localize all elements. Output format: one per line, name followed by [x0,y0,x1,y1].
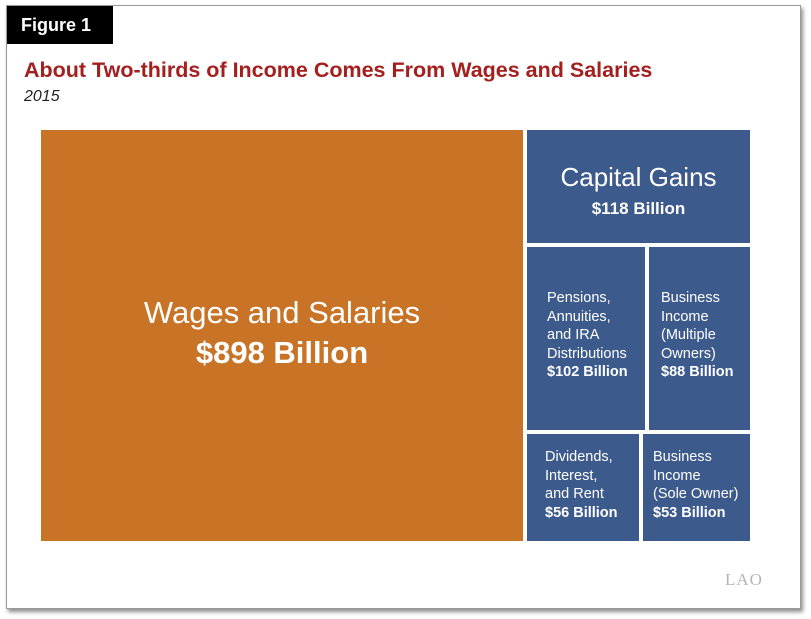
chart-title: About Two-thirds of Income Comes From Wages and Salaries [24,58,653,82]
tile-business-income-sole-owner [643,434,750,541]
chart-subtitle: 2015 [24,88,60,105]
tile-business-income-multiple-owners [649,247,750,430]
tile-capital-gains [527,130,750,243]
tile-dividends-interest-rent [527,434,639,541]
tile-value-label: $102 Billion [547,364,628,380]
figure-label: Figure 1 [7,6,113,44]
tile-value-label: $898 Billion [195,335,369,370]
tile-value-label: $56 Billion [545,504,618,521]
tile-value-label: $53 Billion [653,504,726,521]
tile-value-label: $118 Billion [591,199,686,218]
tile-pensions-annuities-ira [527,247,645,430]
tile-label: Business Income (Sole Owner) [653,449,739,502]
tile-label: Dividends, Interest, and Rent [545,449,613,502]
lao-logo: LAO [725,570,763,589]
tile-label: Wages and Salaries [143,295,421,330]
tile-value-label: $88 Billion [661,364,734,380]
tile-label: Pensions, Annuities, and IRA Distributions [547,290,627,362]
tile-label: Business Income (Multiple Owners) [661,290,720,362]
tile-label: Capital Gains [560,162,717,192]
tile-wages-and-salaries [41,130,523,541]
